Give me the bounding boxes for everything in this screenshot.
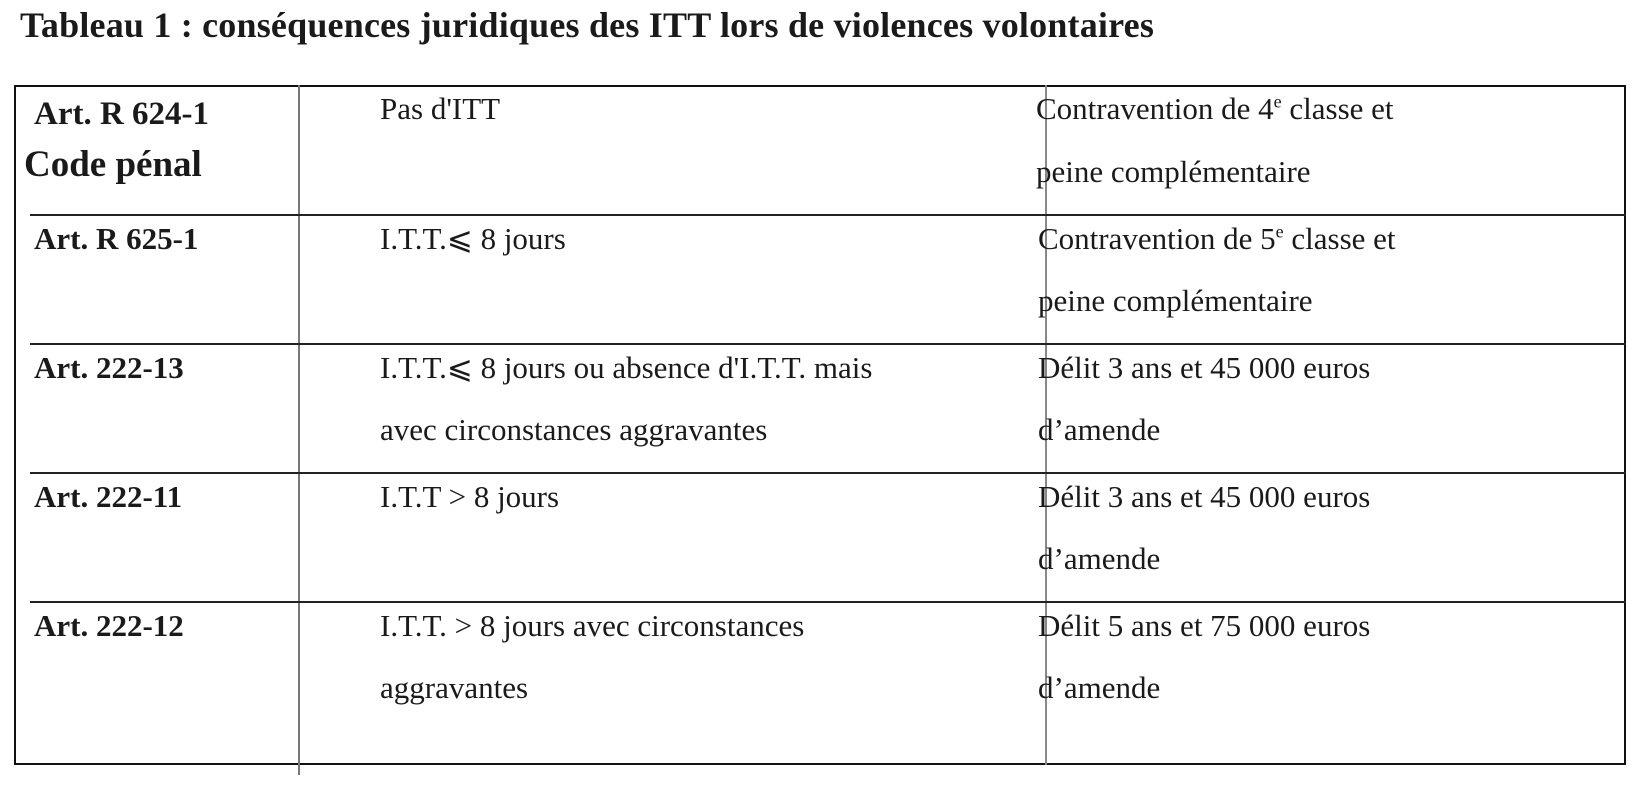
legal-table <box>14 85 1626 765</box>
row-divider <box>30 601 1626 603</box>
article-cell: Art. 222-11 <box>34 479 183 514</box>
sanction-cell: Délit 3 ans et 45 000 euros <box>1038 350 1371 385</box>
column-divider-1 <box>298 85 300 775</box>
sanction-cell-line2: peine complémentaire <box>1036 154 1311 189</box>
itt-cell-line2: aggravantes <box>380 670 529 705</box>
sanction-cell-line2: d’amende <box>1038 412 1161 447</box>
article-cell: Art. R 625-1 <box>34 221 199 256</box>
sanction-cell: Contravention de 4e classe et <box>1036 91 1394 126</box>
itt-cell-line2: avec circonstances aggravantes <box>380 412 768 447</box>
sanction-cell: Délit 3 ans et 45 000 euros <box>1038 479 1371 514</box>
row-divider <box>30 472 1626 474</box>
article-code-label: Code pénal <box>24 144 202 185</box>
sanction-cell-line2: peine complémentaire <box>1038 283 1313 318</box>
itt-cell: I.T.T.⩽ 8 jours ou absence d'I.T.T. mais <box>380 350 873 385</box>
sanction-cell: Délit 5 ans et 75 000 euros <box>1038 608 1371 643</box>
itt-cell: I.T.T.⩽ 8 jours <box>380 221 566 256</box>
itt-cell: I.T.T > 8 jours <box>380 479 560 514</box>
article-cell: Art. 222-13 <box>34 350 184 385</box>
itt-cell: Pas d'ITT <box>380 91 501 126</box>
sanction-cell-line2: d’amende <box>1038 670 1161 705</box>
table-title: Tableau 1 : conséquences juridiques des ITT lors de violences volontaires <box>20 5 1155 45</box>
article-cell: Art. R 624-1 <box>34 96 210 132</box>
itt-cell: I.T.T. > 8 jours avec circonstances <box>380 608 805 643</box>
sanction-cell: Contravention de 5e classe et <box>1038 221 1396 256</box>
sanction-cell-line2: d’amende <box>1038 541 1161 576</box>
article-cell: Art. 222-12 <box>34 608 184 643</box>
